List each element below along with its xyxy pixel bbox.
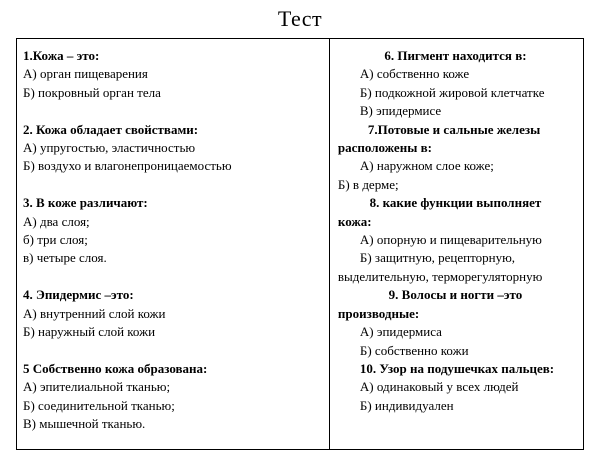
answer-9a: А) эпидермиса (359, 324, 442, 340)
question-7-line2: расположены в: (337, 140, 432, 156)
question-9-line2: производные: (337, 305, 420, 321)
answer-6b: Б) подкожной жировой клетчатке (359, 84, 545, 100)
answer-6c: В) эпидермисе (359, 103, 442, 119)
answer-1b: Б) покровный орган тела (23, 84, 161, 100)
answer-4a: А) внутренний слой кожи (23, 305, 166, 321)
answer-8b-line2: выделительную, терморегуляторную (337, 268, 543, 284)
answer-7b: Б) в дерме; (337, 176, 399, 192)
answer-1a: А) орган пищеварения (23, 66, 148, 82)
question-4: 4. Эпидермис –это: (23, 287, 134, 303)
question-6: 6. Пигмент находится в: (384, 48, 527, 63)
question-5: 5 Собственно кожа образована: (23, 360, 208, 376)
right-column (330, 39, 583, 449)
answer-5b: Б) соединительной тканью; (23, 397, 175, 413)
answer-5a: А) эпителиальной тканью; (23, 379, 171, 395)
answer-7a: А) наружном слое коже; (359, 158, 494, 174)
question-9-line1: 9. Волосы и ногти –это (388, 287, 523, 303)
page-title: Тест (277, 6, 323, 31)
answer-8a: А) опорную и пищеварительную (359, 232, 542, 248)
question-10: 10. Узор на подушечках пальцев: (359, 360, 555, 376)
answer-9b: Б) собственно кожи (359, 342, 469, 358)
answer-5c: В) мышечной тканью. (23, 416, 146, 432)
question-3: 3. В коже различают: (23, 195, 148, 211)
answer-3a: А) два слоя; (23, 213, 90, 229)
answer-3c: в) четыре слоя. (23, 250, 107, 266)
question-2: 2. Кожа обладает свойствами: (23, 121, 199, 137)
answer-6a: А) собственно коже (359, 66, 470, 82)
answer-10a: А) одинаковый у всех людей (359, 379, 519, 395)
question-1: 1.Кожа – это: (23, 48, 100, 63)
question-8-line2: кожа: (337, 213, 372, 229)
answer-4b: Б) наружный слой кожи (23, 324, 156, 340)
question-8-line1: 8. какие функции выполняет (369, 195, 542, 211)
answer-8b-line1: Б) защитную, рецепторную, (359, 250, 516, 266)
test-table (16, 38, 584, 450)
answer-2a: А) упругостью, эластичностью (23, 140, 196, 156)
answer-10b: Б) индивидуален (359, 397, 454, 413)
answer-3b: б) три слоя; (23, 232, 88, 248)
left-column (17, 39, 330, 449)
answer-2b: Б) воздухо и влагонепроницаемостью (23, 158, 232, 174)
question-7-line1: 7.Потовые и сальные железы (367, 121, 541, 137)
